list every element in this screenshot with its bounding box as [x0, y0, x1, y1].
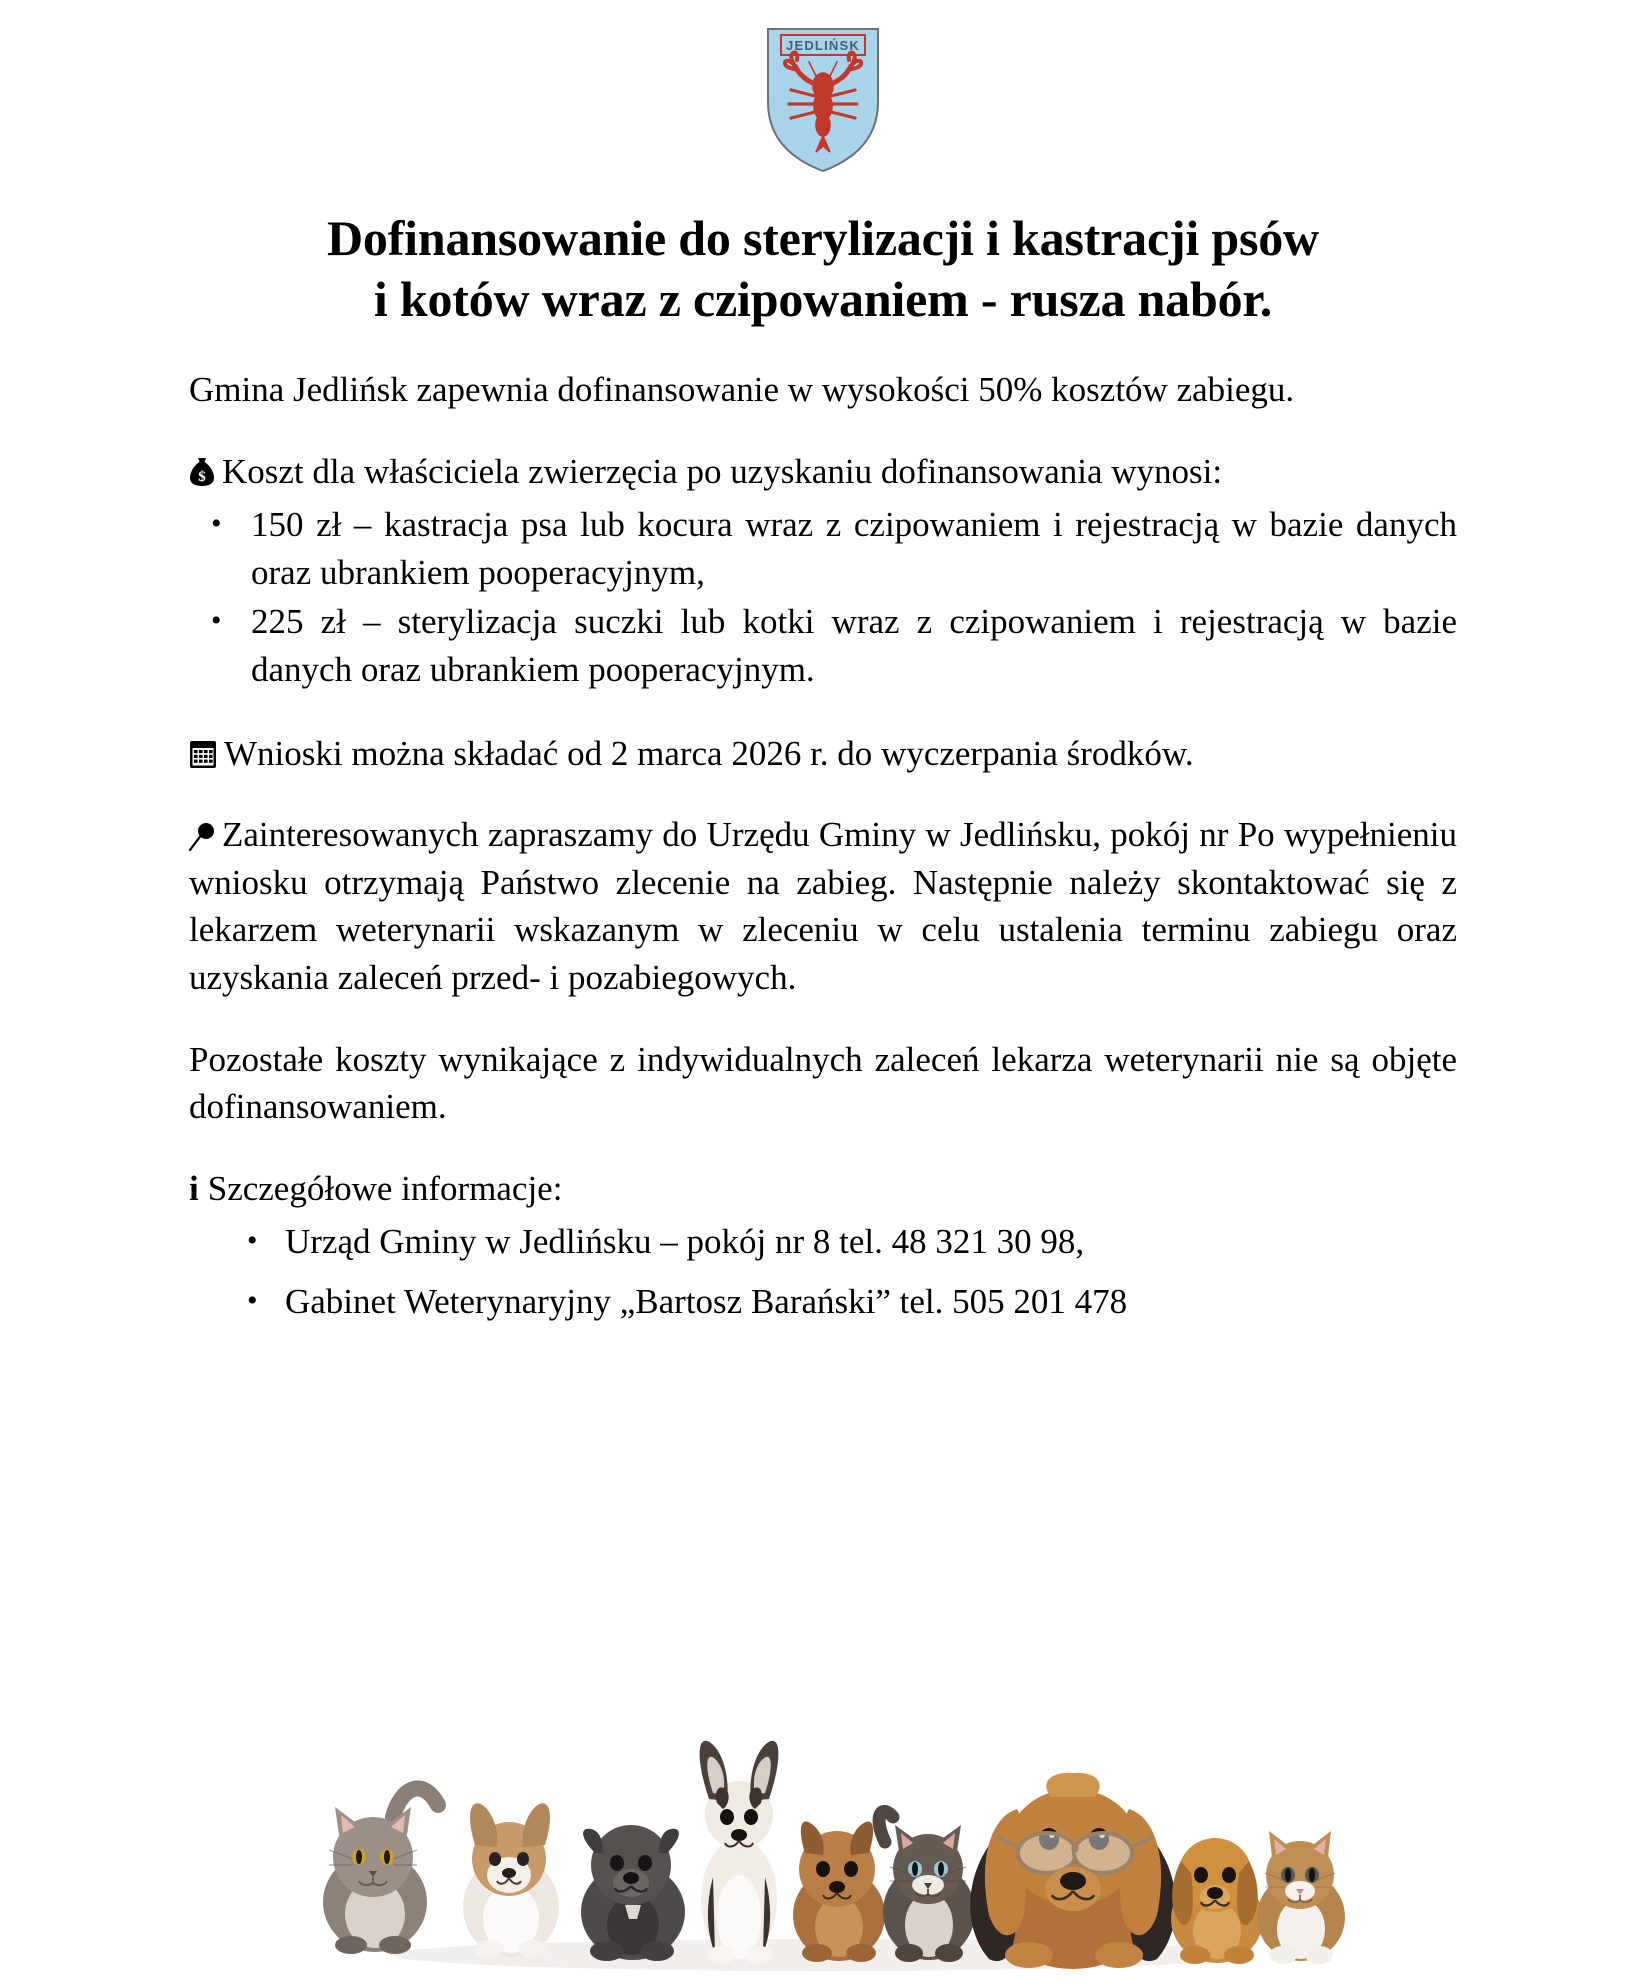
costs-heading-line [189, 448, 1457, 496]
deadline-line [189, 730, 1457, 778]
contact-heading-text: Szczegółowe informacje: [207, 1168, 563, 1208]
deadline-text: Wnioski można składać od 2 marca 2026 r. do wyczerpania środków. [224, 733, 1194, 773]
money-bag-icon [189, 457, 215, 487]
contact-heading-line [189, 1165, 1457, 1213]
puppy-pomeranian [793, 1821, 885, 1962]
spacer [189, 777, 1457, 811]
procedure-paragraph [189, 811, 1457, 1001]
spacer [189, 1002, 1457, 1036]
contact-list [189, 1218, 1457, 1325]
list-item: • 225 zł – sterylizacja suczki lub kotki wraz z czipowaniem i rejestracją w bazie danych oraz ubrankiem pooperacyjnym. [189, 598, 1457, 693]
calendar-icon [189, 740, 217, 769]
map-pin-icon [189, 821, 215, 851]
page-title [183, 208, 1463, 330]
exclusion-paragraph: Pozostałe koszty wynikające z indywidualnych zaleceń lekarza weterynarii nie są objęte dofinansowaniem. [189, 1039, 1457, 1127]
puppy-french-bulldog [581, 1825, 685, 1961]
list-item: • 150 zł – kastracja psa lub kocura wraz z czipowaniem i rejestracją w bazie danych oraz ubrankiem pooperacyjnym, [189, 501, 1457, 596]
costs-heading-text: Koszt dla właściciela zwierzęcia po uzyskaniu dofinansowania wynosi: [222, 451, 1223, 491]
spacer [189, 1131, 1457, 1165]
page-title-line-1: Dofinansowanie do sterylizacji i kastracji psów [327, 210, 1319, 266]
costs-list [189, 501, 1457, 693]
procedure-text: Zainteresowanych zapraszamy do Urzędu Gminy w Jedlińsku, pokój nr Po wypełnieniu wniosku otrzymają Państwo zlecenie na zabieg. Następnie należy skontaktować się z lekarzem weterynarii wskazanym w zleceniu w celu ustalenia terminu zabiegu oraz uzyskania zaleceń przed- i pozabiegowych. [189, 815, 1457, 997]
svg-text:$: $ [198, 468, 206, 485]
crest-container [0, 0, 1646, 174]
intro-paragraph: Gmina Jedlińsk zapewnia dofinansowanie w wysokości 50% kosztów zabiegu. [189, 370, 1295, 409]
svg-text:JEDLIŃSK: JEDLIŃSK [786, 38, 860, 53]
puppies-and-kittens-group-photo [273, 1667, 1373, 1987]
puppy-papillon [463, 1803, 559, 1958]
info-icon: i [189, 1168, 199, 1208]
list-item: • Gabinet Weterynaryjny „Bartosz Barański” tel. 505 201 478 [189, 1278, 1457, 1326]
spacer [189, 696, 1457, 730]
page-title-line-2: i kotów wraz z czipowaniem - rusza nabór. [373, 271, 1273, 327]
spacer [189, 414, 1457, 448]
list-item: • Urząd Gminy w Jedlińsku – pokój nr 8 tel. 48 321 30 98, [189, 1218, 1457, 1266]
photo-container [0, 1657, 1646, 1987]
jedlinsk-coat-of-arms-icon [763, 26, 883, 174]
poster-body [189, 330, 1457, 1326]
